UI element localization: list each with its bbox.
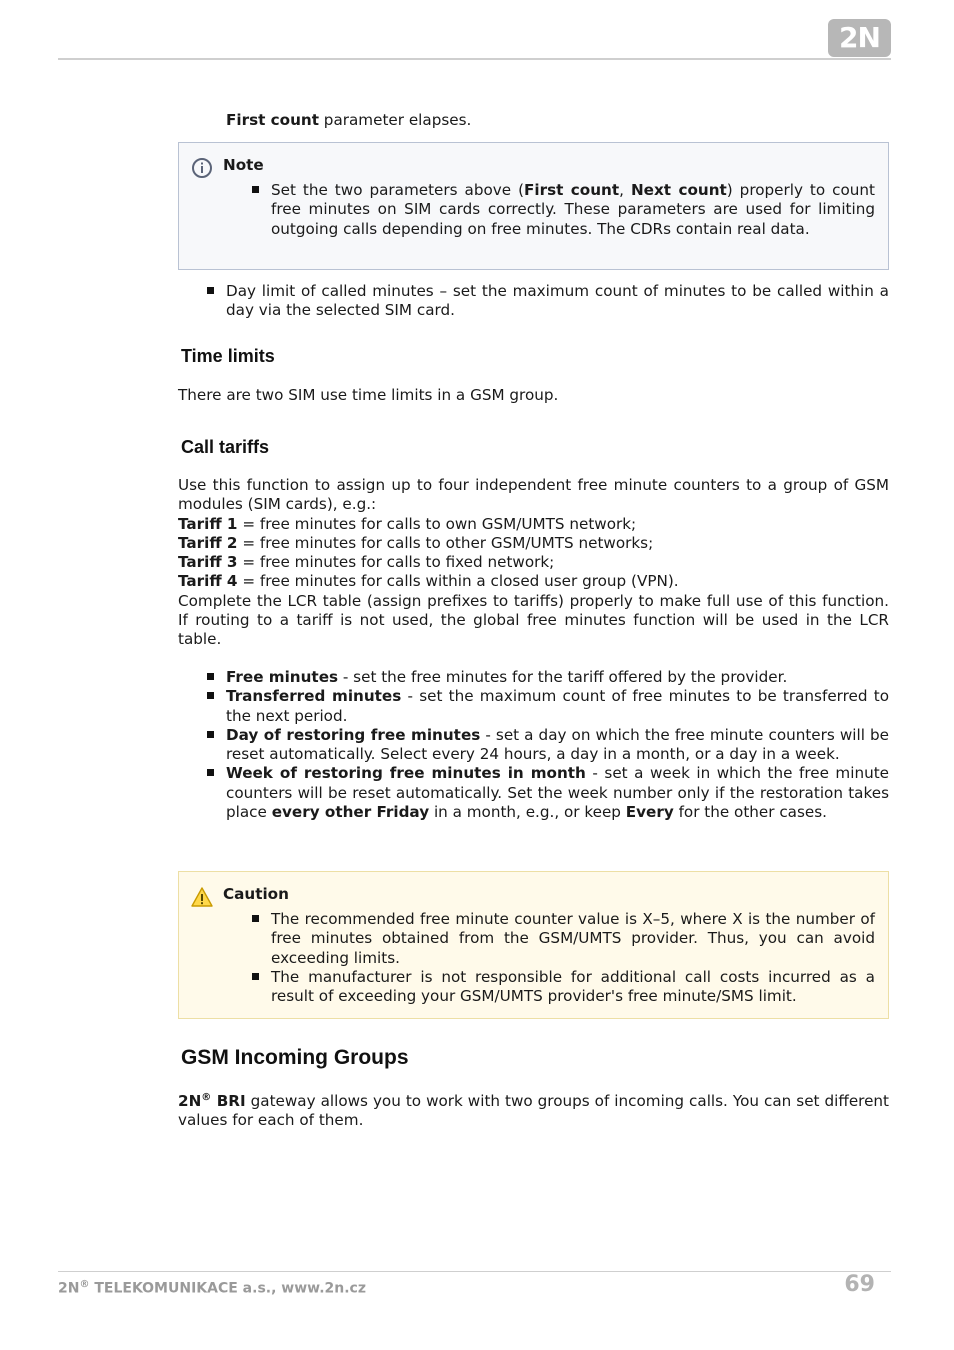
note-item: Set the two parameters above (First count, Next count) properly to count free minutes on SIM cards correctly. These parameters are used for limiting outgoing calls depending on free minutes. The CDRs contain real data.: [223, 181, 875, 239]
incoming-groups-text: 2N® BRI gateway allows you to work with two groups of incoming calls. You can set different values for each of them.: [178, 1091, 889, 1130]
warning-icon: [191, 886, 213, 908]
tariff-line: Tariff 2 = free minutes for calls to other GSM/UMTS networks;: [178, 533, 654, 552]
day-limit-item: Day limit of called minutes – set the maximum count of minutes to be called within a day via the selected SIM card.: [178, 282, 889, 321]
time-limits-heading: Time limits: [181, 346, 275, 366]
page-number: 69: [844, 1272, 875, 1297]
footer-company: 2N® TELEKOMUNIKACE a.s., www.2n.cz: [58, 1279, 366, 1297]
note-box: [178, 142, 889, 270]
tariff-setting-item: Week of restoring free minutes in month - set a week in which the free minute counters will be reset automatically. Set the week number only if the restoration takes place every other Friday in a month, e.g., or keep Every for the other cases.: [178, 764, 889, 822]
time-limits-text: There are two SIM use time limits in a GSM group.: [178, 386, 559, 404]
company-logo: 2N: [828, 19, 891, 57]
info-icon: [191, 157, 213, 179]
tariff-settings-list: [178, 668, 889, 822]
caution-title: Caution: [223, 885, 289, 903]
caution-item: The recommended free minute counter value is X–5, where X is the number of free minutes obtained from the GSM/UMTS provider. Thus, you can avoid exceeding limits.: [223, 910, 875, 968]
tariff-setting-item: Day of restoring free minutes - set a day on which the free minute counters will be reset automatically. Select every 24 hours, a day in a month, or a day in a week.: [178, 726, 889, 765]
tariff-line: Tariff 3 = free minutes for calls to fixed network;: [178, 553, 555, 572]
caution-box: [178, 871, 889, 1019]
tariff-line: Tariff 4 = free minutes for calls within a closed user group (VPN).: [178, 572, 679, 591]
call-tariffs-outro: Complete the LCR table (assign prefixes to tariffs) properly to make full use of this function. If routing to a tariff is not used, the global free minutes function will be used in the LCR table.: [178, 591, 889, 649]
caution-list: [223, 910, 875, 1006]
intro-text: First count parameter elapses.: [226, 111, 472, 129]
note-list: [223, 181, 875, 239]
tariff-setting-item: Free minutes - set the free minutes for the tariff offered by the provider.: [178, 668, 889, 687]
note-title: Note: [223, 156, 264, 174]
tariff-setting-item: Transferred minutes - set the maximum count of free minutes to be transferred to the next period.: [178, 687, 889, 726]
day-limit-list: [178, 282, 889, 321]
incoming-groups-heading: GSM Incoming Groups: [181, 1046, 409, 1069]
caution-item: The manufacturer is not responsible for additional call costs incurred as a result of exceeding your GSM/UMTS provider's free minute/SMS limit.: [223, 968, 875, 1007]
call-tariffs-body: [178, 476, 889, 650]
call-tariffs-intro: Use this function to assign up to four independent free minute counters to a group of GSM modules (SIM cards), e.g.:: [178, 476, 889, 514]
footer-rule: [58, 1271, 891, 1272]
call-tariffs-heading: Call tariffs: [181, 437, 270, 457]
header-rule: [58, 58, 891, 60]
tariff-line: Tariff 1 = free minutes for calls to own GSM/UMTS network;: [178, 514, 637, 533]
